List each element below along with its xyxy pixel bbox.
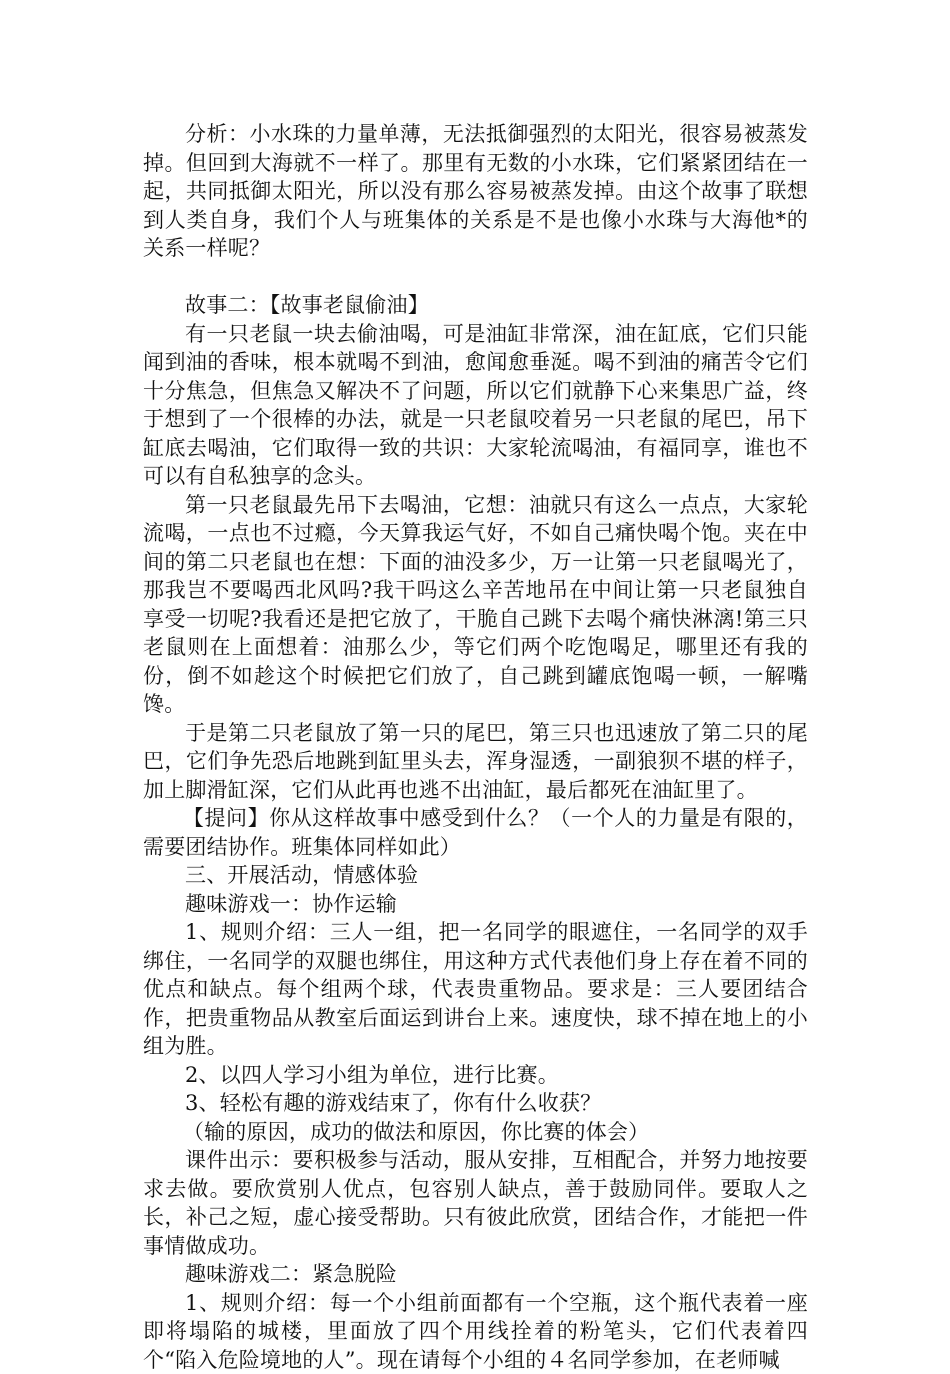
story-paragraph-1: 有一只老鼠一块去偷油喝，可是油缸非常深，油在缸底，它们只能闻到油的香味，根本就喝不到油，愈闻愈垂涎。喝不到油的痛苦令它们十分焦急，但焦急又解决不了问题，所以它们就静下心来集思广益，终于想到了一个很棒的办法，就是一只老鼠咬着另一只老鼠的尾巴，吊下缸底去喝油，它们取得一致的共识：大家轮流喝油，有福同享，谁也不可以有自私独享的念头。 (143, 320, 808, 491)
game-one-step-2: 2、以四人学习小组为单位，进行比赛。 (143, 1061, 808, 1090)
story-two-heading: 故事二：【故事老鼠偷油】 (143, 291, 808, 320)
paragraph-spacer (143, 263, 808, 292)
game-one-rules: 1、规则介绍：三人一组，把一名同学的眼遮住，一名同学的双手绑住，一名同学的双腿也绑住，用这种方式代表他们身上存在着不同的优点和缺点。每个组两个球，代表贵重物品。要求是：三人要团结合作，把贵重物品从教室后面运到讲台上来。速度快，球不掉在地上的小组为胜。 (143, 918, 808, 1061)
game-one-heading: 趣味游戏一：协作运输 (143, 890, 808, 919)
story-paragraph-2: 第一只老鼠最先吊下去喝油，它想：油就只有这么一点点，大家轮流喝，一点也不过瘾，今天算我运气好，不如自己痛快喝个饱。夹在中间的第二只老鼠也在想：下面的油没多少，万一让第一只老鼠喝光了，那我岂不要喝西北风吗?我干吗这么辛苦地吊在中间让第一只老鼠独自享受一切呢?我看还是把它放了，干脆自己跳下去喝个痛快淋漓!第三只老鼠则在上面想着：油那么少，等它们两个吃饱喝足，哪里还有我的份，倒不如趁这个时候把它们放了，自己跳到罐底饱喝一顿，一解嘴馋。 (143, 491, 808, 719)
analysis-paragraph: 分析：小水珠的力量单薄，无法抵御强烈的太阳光，很容易被蒸发掉。但回到大海就不一样了。那里有无数的小水珠，它们紧紧团结在一起，共同抵御太阳光，所以没有那么容易被蒸发掉。由这个故事了联想到人类自身，我们个人与班集体的关系是不是也像小水珠与大海他*的关系一样呢？ (143, 120, 808, 263)
document-body (143, 120, 808, 1374)
game-one-step-3: 3、轻松有趣的游戏结束了，你有什么收获？ (143, 1089, 808, 1118)
courseware-paragraph: 课件出示：要积极参与活动，服从安排，互相配合，并努力地按要求去做。要欣赏别人优点，包容别人缺点，善于鼓励同伴。要取人之长，补己之短，虚心接受帮助。只有彼此欣赏，团结合作，才能把一件事情做成功。 (143, 1146, 808, 1260)
story-paragraph-3: 于是第二只老鼠放了第一只的尾巴，第三只也迅速放了第二只的尾巴，它们争先恐后地跳到缸里头去，浑身湿透，一副狼狈不堪的样子，加上脚滑缸深，它们从此再也逃不出油缸，最后都死在油缸里了。 (143, 719, 808, 805)
game-two-rules: 1、规则介绍：每一个小组前面都有一个空瓶，这个瓶代表着一座即将塌陷的城楼，里面放了四个用线拴着的粉笔头，它们代表着四个“陷入危险境地的人”。现在请每个小组的４名同学参加，在老师喊 (143, 1289, 808, 1374)
section-three-heading: 三、开展活动，情感体验 (143, 861, 808, 890)
game-two-heading: 趣味游戏二：紧急脱险 (143, 1260, 808, 1289)
question-paragraph: 【提问】你从这样故事中感受到什么？（一个人的力量是有限的，需要团结协作。班集体同样如此） (143, 804, 808, 861)
game-one-note: （输的原因，成功的做法和原因，你比赛的体会） (143, 1118, 808, 1147)
